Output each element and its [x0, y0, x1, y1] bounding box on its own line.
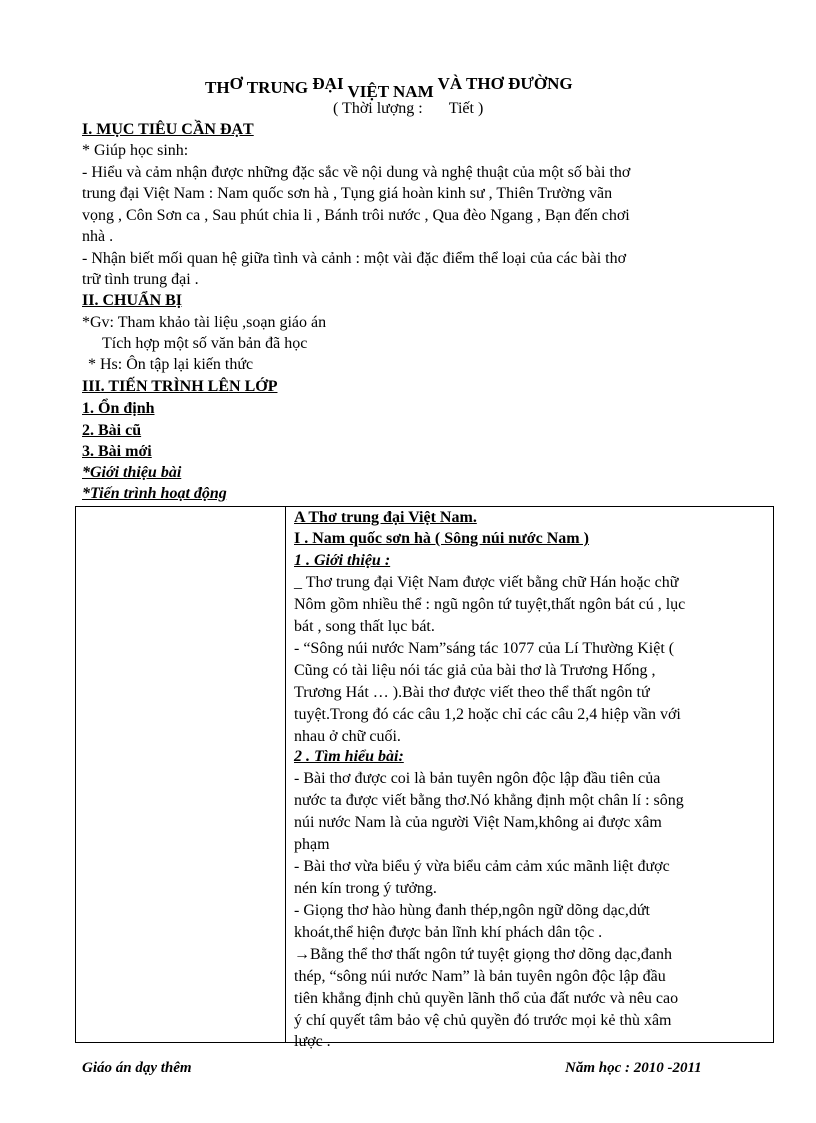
- table-line: nước ta được viết bằng thơ.Nó khẳng định một chân lí : sông: [294, 792, 684, 809]
- preparation-line: Tích hợp một số văn bản đã học: [102, 335, 308, 352]
- table-line: _ Thơ trung đại Việt Nam được viết bằng chữ Hán hoặc chữ: [294, 574, 679, 591]
- table-line: 2 . Tìm hiểu bài:: [294, 748, 404, 765]
- footer-left: Giáo án dạy thêm: [82, 1060, 192, 1076]
- section-heading-objectives: I. MỤC TIÊU CẦN ĐẠT: [82, 121, 254, 138]
- table-line: phạm: [294, 836, 330, 853]
- step-stabilize: 1. Ổn định: [82, 400, 155, 417]
- objectives-line: vọng , Côn Sơn ca , Sau phút chia li , Bánh trôi nước , Qua đèo Ngang , Bạn đến chơi: [82, 207, 630, 224]
- table-line: nén kín trong ý tưởng.: [294, 880, 437, 897]
- page-title: [205, 74, 573, 101]
- footer-right: Năm học : 2010 -2011: [565, 1060, 702, 1076]
- objectives-line: trung đại Việt Nam : Nam quốc sơn hà , Tụng giá hoàn kinh sư , Thiên Trường vãn: [82, 185, 613, 202]
- table-line: lược .: [294, 1033, 331, 1050]
- table-line: tuyệt.Trong đó các câu 1,2 hoặc chỉ các câu 2,4 hiệp vần với: [294, 706, 681, 723]
- activity-column: [76, 507, 286, 1043]
- content-column: [286, 507, 774, 1050]
- table-line: →Bằng thể thơ thất ngôn tứ tuyệt giọng thơ dõng dạc,đanh: [294, 946, 672, 963]
- step-new-lesson: 3. Bài mới: [82, 443, 152, 460]
- preparation-line: * Hs: Ôn tập lại kiến thức: [88, 356, 254, 373]
- title-part: Ơ: [229, 74, 243, 93]
- title-part: TH: [205, 78, 230, 97]
- title-part: VÀ THƠ ĐƯỜNG: [437, 74, 573, 93]
- table-line: - Giọng thơ hào hùng đanh thép,ngôn ngữ dõng dạc,dứt: [294, 902, 650, 919]
- page-subtitle: [333, 100, 483, 118]
- table-line: Nôm gồm nhiều thể : ngũ ngôn tứ tuyệt,thất ngôn bát cú , lục: [294, 596, 686, 613]
- table-line: ý chí quyết tâm bảo vệ chủ quyền đó trước mọi kẻ thù xâm: [294, 1012, 672, 1029]
- table-line: I . Nam quốc sơn hà ( Sông núi nước Nam ): [294, 530, 589, 547]
- objectives-line: trữ tình trung đại .: [82, 271, 199, 288]
- table-line: thép, “sông núi nước Nam” là bản tuyên ngôn độc lập đầu: [294, 968, 666, 985]
- objectives-line: nhà .: [82, 228, 114, 245]
- section-heading-procedure: III. TIẾN TRÌNH LÊN LỚP: [82, 378, 278, 395]
- table-line: khoát,thể hiện được bản lĩnh khí phách dân tộc .: [294, 924, 603, 941]
- table-line: tiên khẳng định chủ quyền lãnh thổ của đất nước và nêu cao: [294, 990, 679, 1007]
- table-line: bát , song thất lục bát.: [294, 618, 435, 635]
- table-line: nhau ở chữ cuối.: [294, 728, 401, 745]
- preparation-line: *Gv: Tham khảo tài liệu ,soạn giáo án: [82, 314, 327, 331]
- lesson-table: [75, 506, 774, 1050]
- subtitle-unit: Tiết ): [448, 100, 484, 117]
- objectives-line: * Giúp học sinh:: [82, 142, 189, 159]
- section-heading-preparation: II. CHUẨN BỊ: [82, 292, 183, 309]
- table-line: Cũng có tài liệu nói tác giả của bài thơ là Trương Hống ,: [294, 662, 656, 679]
- objectives-line: - Hiểu và cảm nhận được những đặc sắc về nội dung và nghệ thuật của một số bài thơ: [82, 164, 631, 181]
- table-line: 1 . Giới thiệu :: [294, 552, 391, 569]
- objectives-line: - Nhận biết mối quan hệ giữa tình và cảnh : một vài đặc điểm thể loại của các bài thơ: [82, 250, 627, 267]
- title-part: VIỆT NAM: [343, 82, 438, 101]
- title-part: TRUNG: [242, 78, 313, 97]
- title-part: ĐẠI: [312, 74, 344, 93]
- table-line: - “Sông núi nước Nam”sáng tác 1077 của Lí Thường Kiệt (: [294, 640, 675, 657]
- table-line: Trương Hát … ).Bài thơ được viết theo thể thất ngôn tứ: [294, 684, 650, 701]
- table-line: A Thơ trung đại Việt Nam.: [294, 509, 477, 526]
- table-line: - Bài thơ được coi là bản tuyên ngôn độc lập đầu tiên của: [294, 770, 661, 787]
- subtitle-duration: ( Thời lượng :: [333, 100, 423, 117]
- activity-process: *Tiến trình hoạt động: [82, 485, 227, 502]
- table-line: núi nước Nam là của người Việt Nam,không ai được xâm: [294, 814, 662, 831]
- lesson-intro: *Giới thiệu bài: [82, 464, 182, 481]
- table-line: - Bài thơ vừa biểu ý vừa biểu cảm cảm xúc mãnh liệt được: [294, 858, 670, 875]
- step-old-lesson: 2. Bài cũ: [82, 422, 142, 439]
